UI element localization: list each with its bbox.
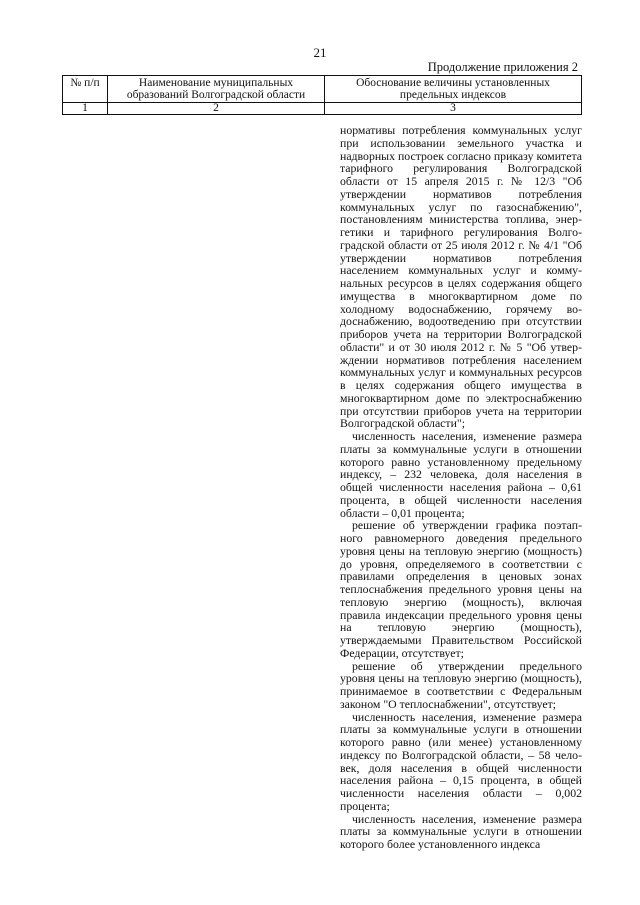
paragraph-population-more: численность населения, изменение размера платы за коммунальные услуги в отношении которого более установленного индекса — [340, 811, 582, 851]
paragraph-population-less: численность населения, изменение размера платы за коммунальные услуги в отношении которого равно (или менее) установленному индексу по Волгоградской области, – 58 человек, доля населения в общей численности населения района – 0,15 процента, в общей численности населения области – 0,002 процента; — [340, 709, 582, 813]
paragraph-heat-schedule: решение об утверждении графика поэтапного равномерного доведения предельного уровня цены на тепловую энергию (мощность) до уровня, определяемого в соответствии с правилами определения в ценовых зонах теплоснабжения предельного уровня цены на тепловую энергию (мощность), включая правила индексации предельного уровня цены на тепловую энергию (мощность), утверждаемыми Правительством Российской Федерации, отсутствует; — [340, 518, 582, 660]
header-row — [63, 76, 582, 103]
column-number-3: 3 — [325, 103, 582, 115]
paragraph-population-equal: численность населения, изменение размера платы за коммунальные услуги в отношении которого равно установленному предельному индексу, – 232 человека, доля населения в общей численности населения района – 0,61 процента, в общей численности населения области – 0,01 процента; — [340, 429, 582, 520]
column-number-1: 1 — [63, 103, 108, 115]
paragraph-heat-price: решение об утверждении предельного уровня цены на тепловую энергию (мощность), принимаемое в соответствии с Федеральным законом "О теплоснабжении", отсутствует; — [340, 658, 582, 711]
paragraph-standards: нормативы потребления коммунальных услуг при использовании земельного участка и надворных построек согласно приказу комитета тарифного регулирования Волгоградской области от 15 апреля 2015 г. № 12/3 "Об утверждении нормативов потребления коммунальных услуг по газоснабжению", постановлениям министерства топлива, энергетики и тарифного регулирования Волгоградской области от 25 июля 2012 г. № 4/1 "Об утверждении нормативов потребления населением коммунальных услуг и коммунальных ресурсов в целях содержания общего имущества в многоквартирном доме по холодному водоснабжению, горячему водоснабжению, водоотведению при отсутствии приборов учета на территории Волгоградской области" и от 30 июля 2012 г. № 5 "Об утверждении нормативов потребления населением коммунальных услуг и коммунальных ресурсов в целях содержания общего имущества в многоквартирном доме по электроснабжению при отсутствии приборов учета на территории Волгоградской области"; — [340, 123, 582, 431]
page-number: 21 — [313, 45, 327, 60]
header-cell-municipality: Наименование муниципальных образований Волгоградской области — [108, 76, 325, 103]
column-number-row — [63, 103, 582, 115]
header-cell-number: № п/п — [63, 76, 108, 103]
header-cell-justification: Обоснование величины установленных предельных индексов — [325, 76, 582, 103]
continuation-note: Продолжение приложения 2 — [427, 60, 578, 74]
column-number-2: 2 — [108, 103, 325, 115]
header-table — [62, 75, 582, 115]
justification-text-column — [340, 124, 582, 851]
